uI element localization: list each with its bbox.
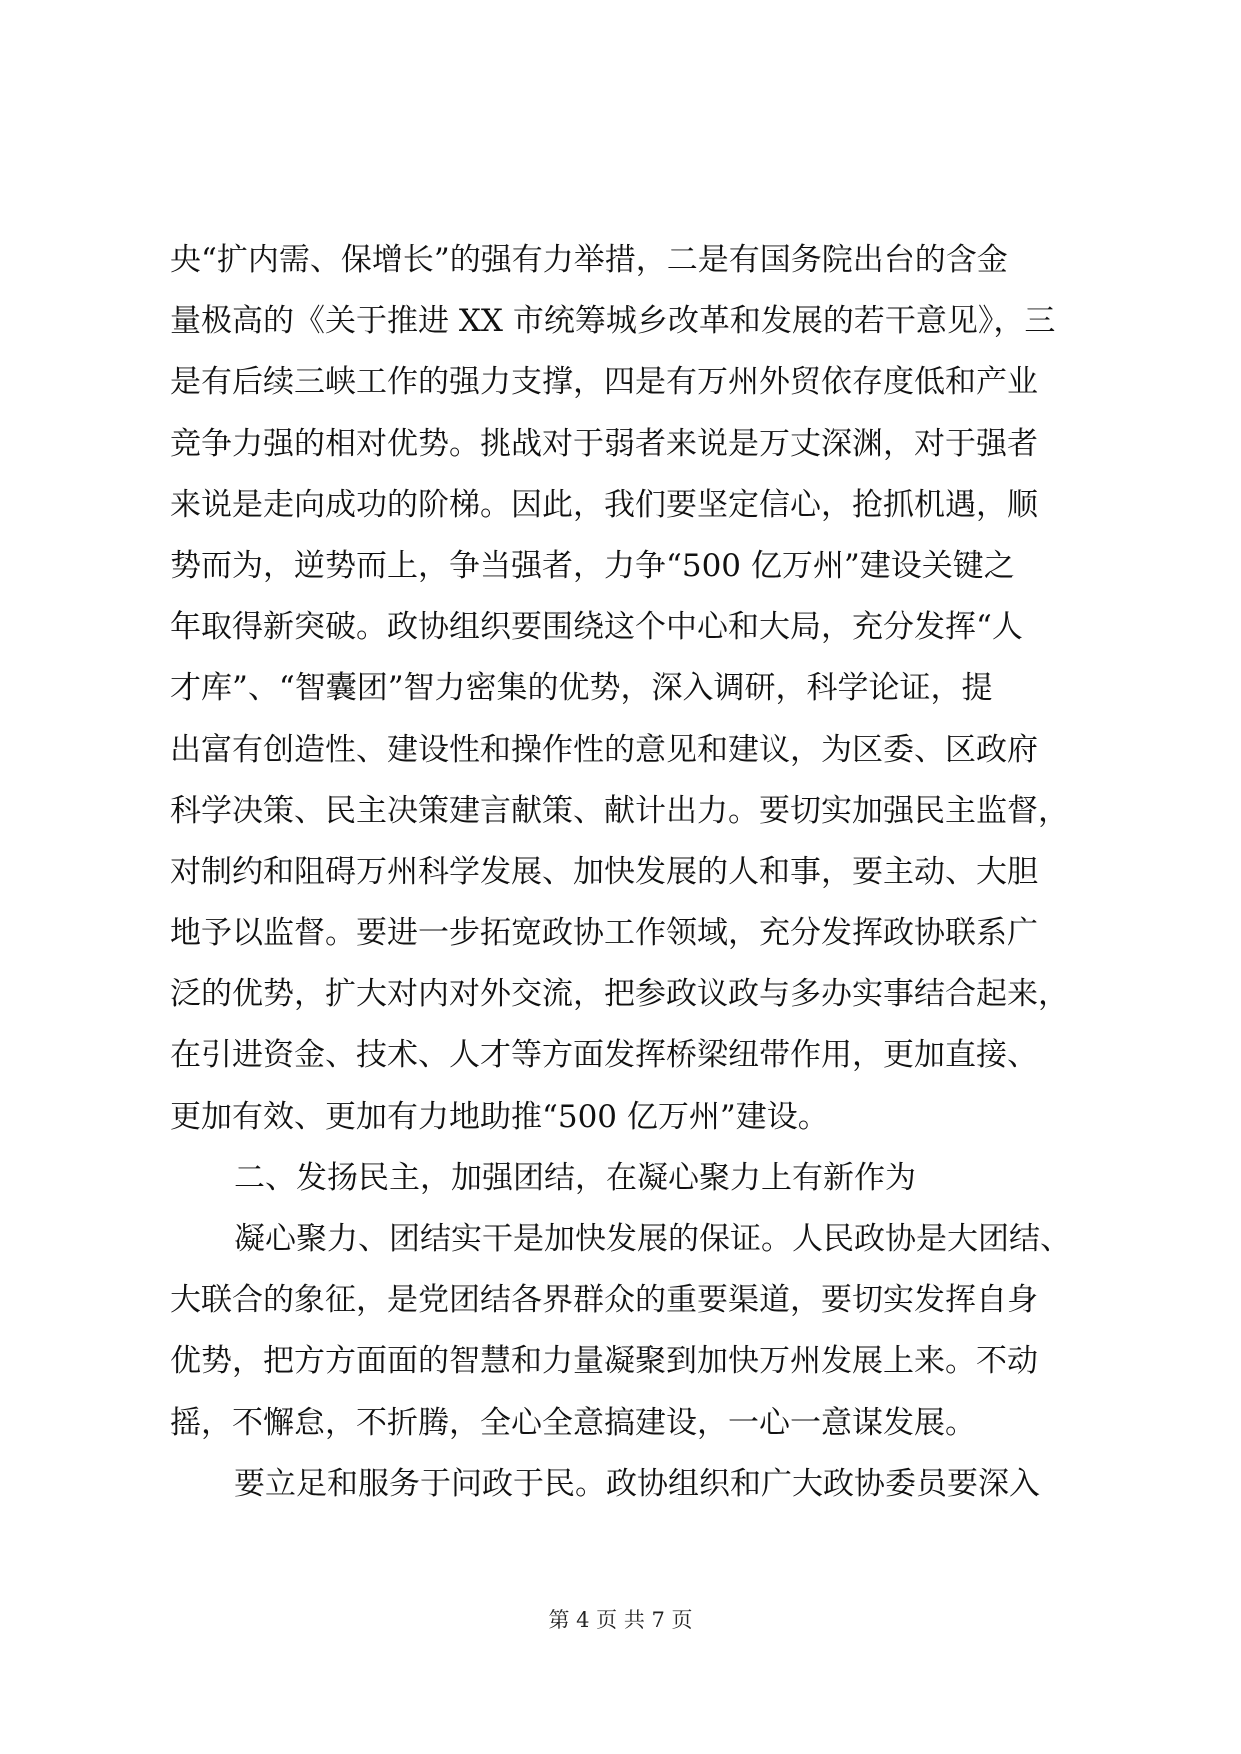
text-line: 势而为，逆势而上，争当强者，力争“500 亿万州”建设关键之 — [170, 547, 1015, 584]
text-line: 对制约和阻碍万州科学发展、加快发展的人和事，要主动、大胆 — [170, 853, 1038, 890]
page-footer: 第 4 页 共 7 页 — [548, 1608, 693, 1632]
body-text — [170, 230, 1090, 1515]
text-line: 量极高的《关于推进 XX 市统筹城乡改革和发展的若干意见》，三 — [170, 303, 1056, 340]
text-line: 出富有创造性、建设性和操作性的意见和建议，为区委、区政府 — [170, 731, 1038, 768]
text-line: 摇，不懈怠，不折腾，全心全意搞建设，一心一意谋发展。 — [170, 1404, 976, 1441]
text-line: 竞争力强的相对优势。挑战对于弱者来说是万丈深渊，对于强者 — [170, 425, 1038, 462]
text-line: 地予以监督。要进一步拓宽政协工作领域，充分发挥政协联系广 — [170, 915, 1038, 952]
text-line: 大联合的象征，是党团结各界群众的重要渠道，要切实发挥自身 — [170, 1282, 1038, 1319]
paragraph-start-line: 要立足和服务于问政于民。政协组织和广大政协委员要深入 — [234, 1465, 1040, 1502]
text-line: 优势，把方方面面的智慧和力量凝聚到加快万州发展上来。不动 — [170, 1343, 1038, 1380]
text-line: 是有后续三峡工作的强力支撑，四是有万州外贸依存度低和产业 — [170, 364, 1038, 401]
text-line: 年取得新突破。政协组织要围绕这个中心和大局，充分发挥“人 — [170, 609, 1023, 646]
paragraph-start-line: 凝心聚力、团结实干是加快发展的保证。人民政协是大团结、 — [234, 1221, 1071, 1257]
text-line: 更加有效、更加有力地助推“500 亿万州”建设。 — [170, 1098, 829, 1135]
text-line: 才库”、“智囊团”智力密集的优势，深入调研，科学论证，提 — [170, 670, 993, 707]
section-heading: 二、发扬民主，加强团结，在凝心聚力上有新作为 — [234, 1159, 916, 1196]
text-line: 泛的优势，扩大对内对外交流，把参政议政与多办实事结合起来， — [170, 976, 1069, 1013]
text-line: 科学决策、民主决策建言献策、献计出力。要切实加强民主监督， — [170, 792, 1069, 829]
text-line: 在引进资金、技术、人才等方面发挥桥梁纽带作用，更加直接、 — [170, 1037, 1038, 1074]
text-line: 央“扩内需、保增长”的强有力举措，二是有国务院出台的含金 — [170, 242, 1008, 278]
text-line: 来说是走向成功的阶梯。因此，我们要坚定信心，抢抓机遇，顺 — [170, 486, 1038, 523]
